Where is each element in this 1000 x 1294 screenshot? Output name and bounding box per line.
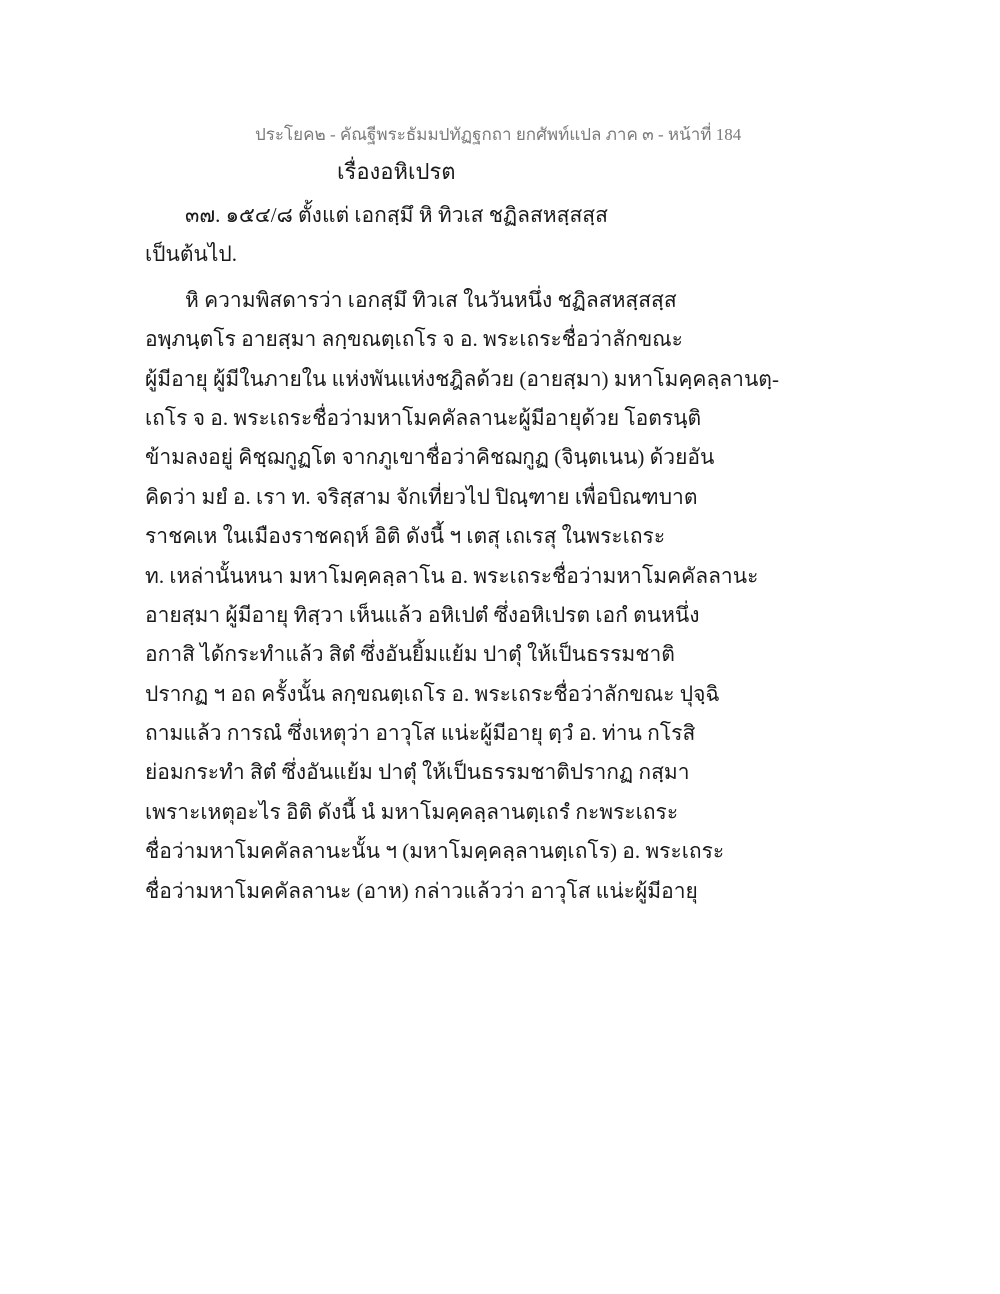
body-line: ชื่อว่ามหาโมคคัลลานะนั้น ฯ (มหาโมคฺคลฺลานตฺเถโร) อ. พระเถระ — [145, 839, 725, 864]
body-line: อกาสิ ได้กระทำแล้ว สิตํ ซึ่งอันยิ้มแย้ม ปาตุํ ให้เป็นธรรมชาติ — [145, 642, 675, 667]
body-line: ถามแล้ว การณํ ซึ่งเหตุว่า อาวุโส แน่ะผู้มีอายุ ตฺวํ อ. ท่าน กโรสิ — [145, 721, 696, 746]
body-line: ย่อมกระทำ สิตํ ซึ่งอันแย้ม ปาตุํ ให้เป็นธรรมชาติปรากฏ กสฺมา — [145, 760, 690, 785]
body-line: เป็นต้นไป. — [145, 242, 237, 267]
body-line: เถโร จ อ. พระเถระชื่อว่ามหาโมคคัลลานะผู้มีอายุด้วย โอตรนฺติ — [145, 405, 702, 430]
body-line: ราชคเห ในเมืองราชคฤห์ อิติ ดังนี้ ฯ เตสุ เถเรสุ ในพระเถระ — [145, 524, 666, 549]
paragraph — [145, 283, 779, 913]
paragraph — [145, 198, 745, 277]
running-header: ประโยค๒ - คัณฐีพระธัมมปทัฏฐกถา ยกศัพท์แปล ภาค ๓ - หน้าที่ 184 — [255, 125, 742, 144]
body-line: ชื่อว่ามหาโมคคัลลานะ (อาห) กล่าวแล้วว่า อาวุโส แน่ะผู้มีอายุ — [145, 878, 698, 903]
body-text — [145, 198, 779, 913]
body-line: คิดว่า มยํ อ. เรา ท. จริสฺสาม จักเที่ยวไป ปิณฺฑาย เพื่อบิณฑบาต — [145, 484, 698, 509]
body-line: อายสฺมา ผู้มีอายุ ทิสฺวา เห็นแล้ว อหิเปตํ ซึ่งอหิเปรต เอกํ ตนหนึ่ง — [145, 602, 700, 627]
body-line: ๓๗. ๑๕๔/๘ ตั้งแต่ เอกสฺมึ หิ ทิวเส ชฏิลสหสฺสสฺส — [185, 203, 608, 227]
body-line: หิ ความพิสดารว่า เอกสฺมึ ทิวเส ในวันหนึ่ง ชฏิลสหสฺสสฺส — [185, 287, 677, 312]
body-line: ข้ามลงอยู่ คิชฺฌกูฏโต จากภูเขาชื่อว่าคิชฌกูฏ (จินฺตเนน) ด้วยอัน — [145, 445, 715, 470]
story-title: เรื่องอหิเปรต — [337, 159, 456, 184]
body-line: อพฺภนฺตโร อายสฺมา ลกฺขณตฺเถโร จ อ. พระเถระชื่อว่าลักขณะ — [145, 327, 683, 352]
body-line: เพราะเหตุอะไร อิติ ดังนี้ นํ มหาโมคฺคลฺลานตฺเถรํ กะพระเถระ — [145, 799, 679, 824]
body-line: ผู้มีอายุ ผู้มีในภายใน แห่งพันแห่งชฎิลด้วย (อายสฺมา) มหาโมคฺคลฺลานตฺ- — [145, 366, 779, 391]
body-line: ปรากฏ ฯ อถ ครั้งนั้น ลกฺขณตฺเถโร อ. พระเถระชื่อว่าลักขณะ ปุจฺฉิ — [145, 681, 720, 706]
body-line: ท. เหล่านั้นหนา มหาโมคฺคลฺลาโน อ. พระเถระชื่อว่ามหาโมคคัลลานะ — [145, 563, 759, 588]
